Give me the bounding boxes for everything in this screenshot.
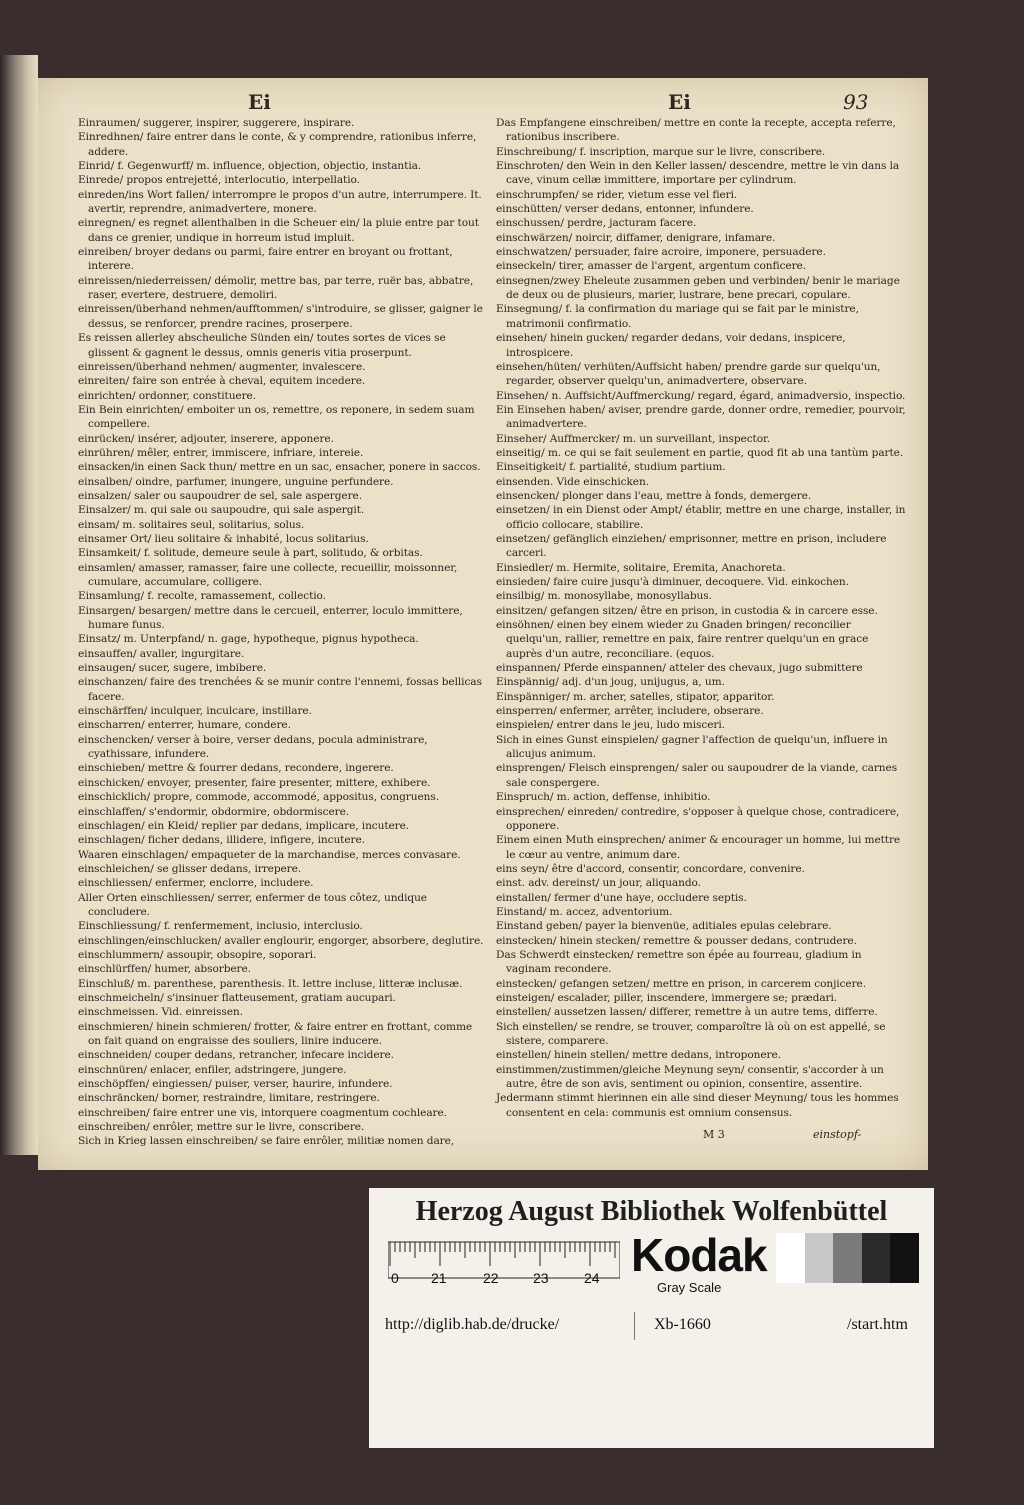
dictionary-entry: einschwärzen/ noircir, diffamer, denigrare, infamare. [496,231,776,244]
book-spine [0,55,38,1155]
ruler-number: 21 [431,1270,447,1286]
ruler-number: 22 [483,1270,499,1286]
library-title: Herzog August Bibliothek Wolfenbüttel [415,1196,888,1227]
dictionary-entry: Das Schwerdt einstecken/ remettre son épée au fourreau, gladium in vaginam recondere. [496,948,862,976]
left-column [78,116,488,1149]
page-number: 93 [843,90,869,114]
source-url: http://diglib.hab.de/drucke/ [385,1316,560,1333]
dictionary-entry: Einschliessung/ f. renfermement, inclusio, interclusio. [78,920,363,933]
dictionary-entry: einreiten/ faire son entrée à cheval, equitem incedere. [78,375,366,388]
dictionary-entry: einschicklich/ propre, commode, accommodé, appositus, congruens. [78,791,439,804]
dictionary-entry: Einstand geben/ payer la bienvenüe, aditiales epulas celebrare. [496,920,832,933]
dictionary-entry: einsalzen/ saler ou saupoudrer de sel, sale aspergere. [78,489,362,502]
ruler-numbers [388,1270,620,1290]
dictionary-entry: Einem einen Muth einsprechen/ animer & encourager un homme, lui mettre le cœur au ventre, animum dare. [496,834,901,861]
dictionary-entry: einschneiden/ couper dedans, retrancher, infecare incidere. [78,1049,394,1062]
shelfmark: Xb-1660 [654,1316,711,1333]
dictionary-entry: einspielen/ entrer dans le jeu, ludo misceri. [496,719,725,732]
dictionary-entry: Einspännig/ adj. d'un joug, unijugus, a, um. [496,676,725,689]
dictionary-entry: einreissen/überhand nehmen/aufftommen/ s'introduire, se glisser, gaigner le dessus, se renforcer, prendre racines, proserpere. [78,303,483,330]
start-path: /start.htm [847,1316,908,1333]
dictionary-entry: einspannen/ Pferde einspannen/ atteler des chevaux, jugo submittere [496,662,863,675]
dictionary-entry: einseckeln/ tirer, amasser de l'argent, argentum conficere. [496,260,806,273]
dictionary-entry: Aller Orten einschliessen/ serrer, enfermer de tous côtez, undique concludere. [78,891,427,918]
dictionary-entry: einreissen/niederreissen/ démolir, mettre bas, par terre, ruër bas, abbatre, raser, evertere, destruere, demoliri. [78,274,474,302]
gray-swatch [833,1233,862,1283]
dictionary-entry: einsaugen/ sucer, sugere, imbibere. [78,662,267,675]
gray-scale-label: Gray Scale [657,1280,722,1295]
dictionary-entry: einschencken/ verser à boire, verser dedans, pocula administrare, cyathissare, infundere. [78,733,428,761]
dictionary-entry: Einstand/ m. accez, adventorium. [496,905,673,918]
dictionary-entry: Einredhnen/ faire entrer dans le conte, & y comprendre, rationibus inferre, addere. [78,131,477,158]
dictionary-entry: einsehen/ hinein gucken/ regarder dedans, voir dedans, inspicere, introspicere. [496,332,846,359]
dictionary-entry: einsamer Ort/ lieu solitaire & inhabité, locus solitarius. [78,532,369,545]
dictionary-entry: einstellen/ aussetzen lassen/ differer, remettre à un autre tems, differre. [496,1006,878,1019]
dictionary-entry: Einseher/ Auffmercker/ m. un surveillant, inspector. [496,432,771,445]
dictionary-entry: einsenden. Vide einschicken. [496,475,649,488]
gray-swatch [890,1233,919,1283]
target-card [369,1188,934,1448]
dictionary-entry: einsetzen/ gefänglich einziehen/ emprisonner, mettre en prison, includere carceri. [496,532,887,560]
dictionary-entry: Einrede/ propos entrejetté, interlocutio, interpellatio. [78,174,360,187]
dictionary-entry: einsam/ m. solitaires seul, solitarius, solus. [78,518,305,531]
dictionary-entry: einsieden/ faire cuire jusqu'à diminuer, decoquere. Vid. einkochen. [496,576,849,588]
dictionary-entry: einschmeicheln/ s'insinuer flatteusement, gratiam aucupari. [78,991,396,1004]
dictionary-entry: Sich in Krieg lassen einschreiben/ se faire enrôler, militiæ nomen dare, [78,1135,455,1148]
dictionary-entry: einstimmen/zustimmen/gleiche Meynung seyn/ consentir, s'accorder à un autre, être de son avis, sentiment ou opinion, consentire, assentire. [496,1063,884,1091]
dictionary-entry: einschmieren/ hinein schmieren/ frotter, & faire entrer en frottant, comme on fait quand on engraisse des souliers, linire inducere. [78,1020,473,1047]
header-left: Ei [248,90,271,114]
dictionary-entry: Einsegnung/ f. la confirmation du mariage qui se fait par le ministre, matrimonii confirmatio. [496,303,859,330]
dictionary-entry: einsalben/ oindre, parfumer, inungere, unguine perfundere. [78,475,394,488]
ruler-number: 24 [584,1270,600,1286]
dictionary-entry: einsilbig/ m. monosyllabe, monosyllabus. [496,590,712,603]
dictionary-entry: Das Empfangene einschreiben/ mettre en conte la recepte, accepta referre, rationibus inscribere. [496,117,896,144]
dictionary-entry: Sich einstellen/ se rendre, se trouver, comparoître là où on est appellé, se sistere, comparere. [496,1020,886,1047]
gray-swatch [776,1233,805,1283]
dictionary-entry: Einsalzer/ m. qui sale ou saupoudre, qui sale aspergit. [78,504,365,517]
card-info-row [369,1308,934,1342]
dictionary-entry: einschärffen/ inculquer, inculcare, instillare. [78,705,312,718]
dictionary-entry: einschicken/ envoyer, presenter, faire presenter, mittere, exhibere. [78,776,431,789]
dictionary-entry: einschlagen/ ficher dedans, illidere, infigere, incutere. [78,834,365,847]
dictionary-entry: einschwatzen/ persuader, faire acroire, imponere, persuadere. [496,246,826,259]
dictionary-entry: einreiben/ broyer dedans ou parmi, faire entrer en broyant ou frottant, interere. [78,246,453,273]
dictionary-entry: Ein Bein einrichten/ emboiter un os, remettre, os reponere, in sedem suam compellere. [78,403,475,431]
dictionary-entry: Sich in eines Gunst einspielen/ gagner l'affection de quelqu'un, influere in alicujus animum. [496,733,888,761]
dictionary-entry: einschlingen/einschlucken/ avaller englourir, engorger, absorbere, deglutire. [78,934,484,947]
dictionary-entry: einsetzen/ in ein Dienst oder Ampt/ établir, mettre en une charge, installer, in officio collocare, stabilire. [496,504,906,531]
catchword: einstopf- [813,1128,862,1141]
dictionary-entry: Einsiedler/ m. Hermite, solitaire, Eremita, Anachoreta. [496,561,786,574]
dictionary-entry: einsegnen/zwey Eheleute zusammen geben und verbinden/ benir le mariage de deux ou de plusieurs, marier, lustrare, bene precari, copulare. [496,274,900,302]
dictionary-entry: einrücken/ insérer, adjouter, inserere, apponere. [78,432,334,445]
dictionary-entry: einstecken/ hinein stecken/ remettre & pousser dedans, contrudere. [496,934,857,947]
dictionary-entry: einsehen/hüten/ verhüten/Auffsicht haben/ prendre garde sur quelqu'un, regarder, observer quelqu'un, animadvertere, observare. [496,360,881,388]
dictionary-entry: einsamlen/ amasser, ramasser, faire une collecte, recueillir, moissonner, cumulare, accumulare, colligere. [78,561,458,588]
dictionary-entry: einschnüren/ enlacer, enfiler, adstringere, jungere. [78,1063,347,1076]
dictionary-entry: einrühren/ mêler, entrer, immiscere, infriare, intereie. [78,446,364,459]
separator [634,1312,635,1340]
dictionary-entry: Jedermann stimmt hierinnen ein alle sind dieser Meynung/ tous les hommes consentent en cela: communis est omnium consensus. [496,1092,899,1119]
dictionary-entry: einschütten/ verser dedans, entonner, infundere. [496,203,754,216]
dictionary-entry: Einsamkeit/ f. solitude, demeure seule à part, solitudo, & orbitas. [78,547,423,560]
gray-swatches [776,1233,919,1283]
gray-swatch [805,1233,834,1283]
dictionary-entry: einsencken/ plonger dans l'eau, mettre à fonds, demergere. [496,489,812,502]
dictionary-entry: einreden/ins Wort fallen/ interrompre le propos d'un autre, interrumpere. It. avertir, reprendre, animadvertere, monere. [78,188,482,216]
dictionary-entry: einrichten/ ordonner, constituere. [78,389,256,402]
dictionary-entry: Einsamlung/ f. recolte, ramassement, collectio. [78,590,326,603]
dictionary-entry: Einschluß/ m. parenthese, parenthesis. It. lettre incluse, litteræ inclusæ. [78,977,463,990]
dictionary-entry: einschmeissen. Vid. einreissen. [78,1006,243,1019]
dictionary-page [38,78,928,1170]
dictionary-entry: Einsargen/ besargen/ mettre dans le cercueil, enterrer, loculo immittere, humare funus. [78,604,463,632]
gray-swatch [862,1233,891,1283]
dictionary-entry: einscharren/ enterrer, humare, condere. [78,719,291,732]
dictionary-entry: einschöpffen/ eingiessen/ puiser, verser, haurire, infundere. [78,1078,393,1091]
dictionary-entry: einsitzen/ gefangen sitzen/ être en prison, in custodia & in carcere esse. [496,604,878,617]
dictionary-entry: einschreiben/ enrôler, mettre sur le livre, conscribere. [78,1121,365,1134]
dictionary-entry: einschräncken/ borner, restraindre, limitare, restringere. [78,1092,380,1105]
dictionary-entry: Einspruch/ m. action, deffense, inhibitio. [496,791,711,804]
dictionary-entry: Einseitigkeit/ f. partialité, studium partium. [496,461,726,474]
dictionary-entry: einschreiben/ faire entrer une vis, intorquere coagmentum cochleare. [78,1106,447,1119]
dictionary-entry: einstecken/ gefangen setzen/ mettre en prison, in carcerem conjicere. [496,977,866,990]
dictionary-entry: einschleichen/ se glisser dedans, irrepere. [78,862,302,875]
dictionary-entry: Ein Einsehen haben/ aviser, prendre garde, donner ordre, remedier, pourvoir, animadvertere. [496,403,906,431]
dictionary-entry: einschanzen/ faire des trenchées & se munir contre l'ennemi, fossas bellicas facere. [78,676,482,703]
ruler-number: 23 [533,1270,549,1286]
dictionary-entry: Waaren einschlagen/ empaqueter de la marchandise, merces convasare. [78,848,461,861]
header-right: Ei [668,90,691,114]
dictionary-entry: einsperren/ enfermer, arrêter, includere, obserare. [496,705,764,718]
dictionary-entry: Einsatz/ m. Unterpfand/ n. gage, hypotheque, pignus hypotheca. [78,633,419,646]
dictionary-entry: einschrumpfen/ se rider, vietum esse vel fieri. [496,188,738,201]
dictionary-entry: einsteigen/ escalader, piller, inscendere, immergere se; prædari. [496,991,838,1004]
dictionary-entry: Einspänniger/ m. archer, satelles, stipator, apparitor. [496,690,775,703]
dictionary-entry: einsöhnen/ einen bey einem wieder zu Gnaden bringen/ reconcilier quelqu'un, rallier, remettre en paix, faire rentrer quelqu'un en grace auprès d'un autre, reconciliare. (equos. [496,619,869,660]
dictionary-entry: einstallen/ fermer d'une haye, occludere septis. [496,891,747,904]
dictionary-entry: Einschroten/ den Wein in den Keller lassen/ descendre, mettre le vin dans la cave, vinum cellæ immittere, importare per cylindrum. [496,160,900,187]
dictionary-entry: Es reissen allerley abscheuliche Sünden ein/ toutes sortes de vices se glissent & gagnent le dessus, omnis generis vitia proserpunt. [78,332,446,359]
ruler-number: 0 [391,1270,399,1286]
dictionary-entry: Einrid/ f. Gegenwurff/ m. influence, objection, objectio, instantia. [78,160,422,173]
dictionary-entry: Einschreibung/ f. inscription, marque sur le livre, conscribere. [496,145,826,158]
dictionary-entry: einregnen/ es regnet allenthalben in die Scheuer ein/ la pluie entre par tout dans ce grenier, undique in horreum istud impluit. [78,217,479,244]
dictionary-entry: einsacken/in einen Sack thun/ mettre en un sac, ensacher, ponere in saccos. [78,461,481,474]
dictionary-entry: einsprechen/ einreden/ contredire, s'opposer à quelque chose, contradicere, opponere. [496,805,900,832]
dictionary-entry: einschieben/ mettre & fourrer dedans, recondere, ingerere. [78,762,394,775]
dictionary-entry: eins seyn/ être d'accord, consentir, concordare, convenire. [496,862,805,875]
dictionary-entry: einschussen/ perdre, jacturam facere. [496,217,697,230]
dictionary-entry: einstellen/ hinein stellen/ mettre dedans, introponere. [496,1049,781,1062]
dictionary-entry: einseitig/ m. ce qui se fait seulement en partie, quod fit ab una tantùm parte. [496,446,904,459]
dictionary-entry: Einraumen/ suggerer, inspirer, suggerere, inspirare. [78,117,355,129]
dictionary-entry: einsprengen/ Fleisch einsprengen/ saler ou saupoudrer de la viande, carnes sale conspergere. [496,762,898,789]
dictionary-entry: einreissen/überhand nehmen/ augmenter, invalescere. [78,360,366,373]
dictionary-entry: einst. adv. dereinst/ un jour, aliquando. [496,877,701,890]
dictionary-entry: einsauffen/ avaller, ingurgitare. [78,647,245,660]
dictionary-entry: Einsehen/ n. Auffsicht/Auffmerckung/ regard, égard, animadversio, inspectio. [496,389,906,402]
dictionary-entry: einschliessen/ enfermer, enclorre, includere. [78,877,314,890]
signature-mark: M 3 [703,1128,725,1141]
kodak-logo: Kodak [631,1229,767,1281]
dictionary-entry: einschlaffen/ s'endormir, obdormire, obdormiscere. [78,805,350,818]
dictionary-entry: einschlürffen/ humer, absorbere. [78,963,251,976]
dictionary-entry: einschlagen/ ein Kleid/ replier par dedans, implicare, incutere. [78,819,410,832]
dictionary-entry: einschlummern/ assoupir, obsopire, soporari. [78,948,317,961]
right-column [496,116,906,1120]
